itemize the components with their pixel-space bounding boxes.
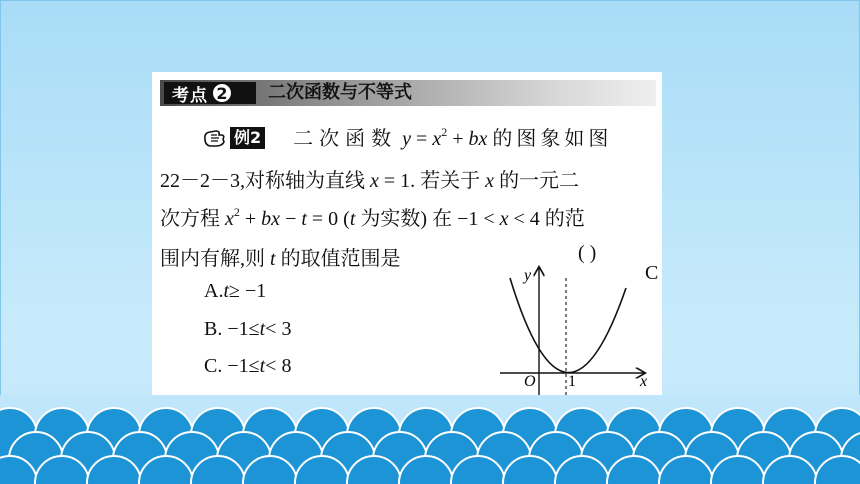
q3-a: 次方程	[160, 208, 220, 230]
topic-number-badge: 2	[211, 82, 233, 104]
question-line-2	[160, 164, 579, 193]
q3-f: < 4 的范	[513, 208, 585, 230]
answer-parentheses: ( )	[578, 242, 597, 264]
q3-sup: 2	[233, 205, 240, 219]
answer-letter: C	[645, 262, 659, 284]
y-axis-label: y	[524, 267, 532, 284]
q3-c: −	[285, 208, 297, 230]
q2-c: 的一元二	[499, 170, 580, 192]
question-line-1: 例2 二次函数 $y = x^2$ + bx 的图象如图	[202, 122, 612, 155]
q3-x3: x	[499, 208, 509, 230]
parabola-graph	[494, 262, 656, 414]
q3-e: 为实数) 在 −1 <	[360, 208, 495, 230]
example-badge: 例2	[230, 127, 265, 149]
q3-t2: t	[349, 208, 356, 230]
q3-x: x	[225, 208, 234, 230]
q1-sup: 2	[441, 125, 448, 139]
q1-var-bx: bx	[468, 128, 488, 150]
q3-t: t	[301, 208, 307, 230]
q2-b: = 1. 若关于	[383, 170, 481, 192]
topic-title: 二次函数与不等式	[268, 82, 412, 103]
q4-a: 围内有解,则	[160, 248, 265, 270]
q4-t: t	[270, 248, 276, 270]
q2-x: x	[370, 170, 379, 192]
example-hand-icon	[202, 127, 228, 155]
tick-label-1: 1	[568, 373, 576, 390]
option-a[interactable]: A.t≥ −1	[204, 280, 267, 302]
q1-tail: 的图象如图	[492, 128, 613, 150]
question-line-3	[160, 202, 585, 231]
question-line-4	[160, 242, 401, 271]
topic-tag-label: 考点	[172, 85, 208, 106]
q2-a: 22－2－3,对称轴为直线	[160, 170, 365, 192]
origin-label: O	[524, 373, 536, 390]
option-c[interactable]: C. −1≤t< 8	[204, 355, 292, 377]
q3-d: = 0 (	[311, 208, 350, 230]
parabola-curve	[510, 278, 626, 373]
q4-b: 的取值范围是	[280, 248, 401, 270]
q1-var-x: x	[432, 128, 442, 150]
topic-header-bar	[160, 80, 656, 106]
q1-text: 二次函数	[293, 128, 398, 150]
q1-var-y: y	[402, 128, 412, 150]
q3-b: +	[244, 208, 257, 230]
topic-tag	[164, 82, 256, 104]
option-b[interactable]: B. −1≤t< 3	[204, 318, 292, 340]
q2-x2: x	[485, 170, 495, 192]
q3-bx: bx	[261, 208, 281, 230]
wave-decoration	[0, 395, 860, 484]
x-axis-label: x	[640, 373, 648, 390]
